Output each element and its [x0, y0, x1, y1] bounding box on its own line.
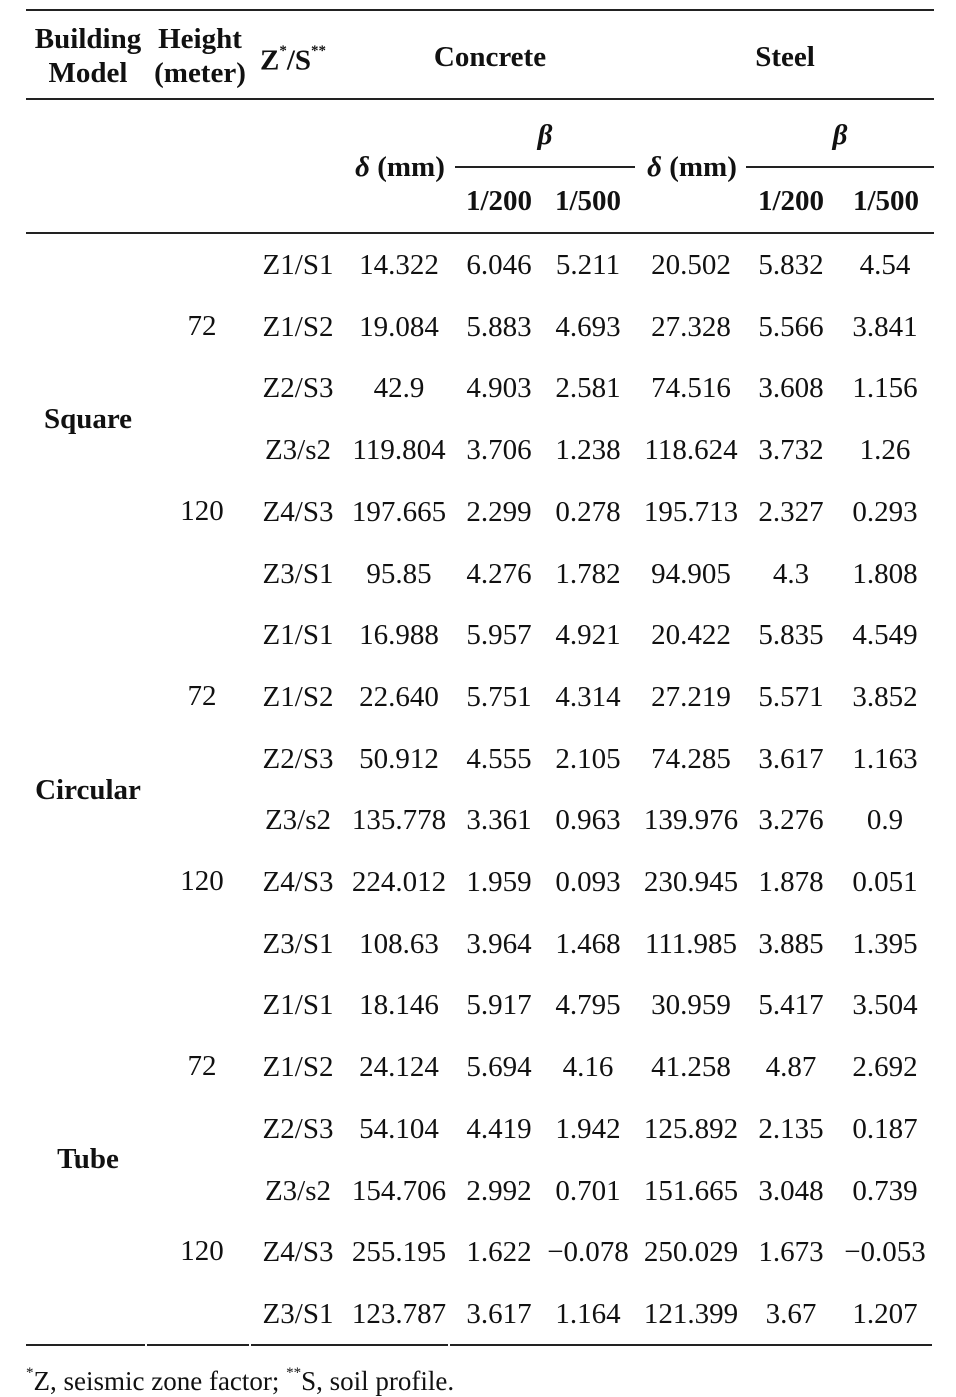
concrete-delta-cell: 14.322 [359, 249, 439, 281]
steel-delta-cell: 27.219 [651, 681, 731, 713]
concrete-delta-cell: 119.804 [352, 434, 446, 466]
concrete-beta-200-cell: 3.706 [466, 434, 532, 466]
zone-soil-cell: Z1/S2 [262, 311, 334, 343]
steel-beta-500-cell: 0.739 [852, 1175, 918, 1207]
height-label: 72 [187, 1050, 217, 1082]
zone-soil-cell: Z1/S1 [262, 989, 334, 1021]
concrete-delta-cell: 197.665 [351, 496, 447, 528]
header-height [150, 22, 250, 90]
concrete-beta-500-cell: −0.078 [547, 1236, 629, 1268]
concrete-beta-500-cell: 1.942 [555, 1113, 621, 1145]
steel-beta-200-cell: 4.87 [765, 1051, 817, 1083]
table-row [0, 618, 956, 652]
concrete-delta-cell: 50.912 [359, 743, 439, 775]
steel-delta-cell: 121.399 [643, 1298, 739, 1330]
steel-beta-500-cell: 0.187 [852, 1113, 918, 1145]
steel-beta-500-cell: 4.549 [852, 619, 918, 651]
concrete-delta-cell: 54.104 [359, 1113, 439, 1145]
zone-soil-cell: Z1/S1 [262, 249, 334, 281]
header-steel-beta: β [832, 119, 848, 151]
concrete-delta-cell: 19.084 [359, 311, 439, 343]
header-steel-1-200: 1/200 [757, 185, 825, 217]
table-row [0, 742, 956, 776]
steel-beta-200-cell: 4.3 [772, 558, 810, 590]
steel-beta-200-cell: 2.327 [758, 496, 824, 528]
concrete-beta-200-cell: 6.046 [466, 249, 532, 281]
table-row [0, 1112, 956, 1146]
steel-beta-200-cell: 5.571 [758, 681, 824, 713]
concrete-delta-cell: 255.195 [351, 1236, 447, 1268]
steel-delta-cell: 139.976 [643, 804, 739, 836]
concrete-delta-cell: 135.778 [351, 804, 447, 836]
steel-delta-cell: 195.713 [643, 496, 739, 528]
zone-soil-cell: Z1/S1 [262, 619, 334, 651]
zone-soil-cell: Z3/S1 [262, 1298, 334, 1330]
concrete-beta-500-cell: 0.278 [555, 496, 621, 528]
steel-beta-500-cell: 1.207 [852, 1298, 918, 1330]
concrete-beta-200-cell: 4.555 [466, 743, 532, 775]
steel-beta-rule [746, 166, 934, 168]
steel-beta-200-cell: 5.835 [758, 619, 824, 651]
zone-soil-cell: Z3/s2 [264, 1175, 332, 1207]
height-label: 120 [180, 865, 224, 897]
concrete-beta-200-cell: 1.622 [466, 1236, 532, 1268]
zone-soil-cell: Z3/s2 [264, 434, 332, 466]
group-label-square: Square [43, 403, 133, 435]
zone-soil-cell: Z3/S1 [262, 558, 334, 590]
header-building-line2: Model [48, 57, 128, 89]
table-row [0, 1297, 956, 1331]
steel-beta-200-cell: 3.617 [758, 743, 824, 775]
concrete-beta-500-cell: 4.314 [555, 681, 621, 713]
concrete-beta-500-cell: 2.105 [555, 743, 621, 775]
concrete-delta-cell: 108.63 [359, 928, 439, 960]
header-concrete-1-500: 1/500 [554, 185, 622, 217]
steel-beta-500-cell: 1.26 [859, 434, 911, 466]
header-building-model [30, 22, 146, 90]
concrete-delta-cell: 42.9 [373, 372, 425, 404]
zone-soil-cell: Z1/S2 [262, 681, 334, 713]
table-row [0, 1174, 956, 1208]
steel-beta-200-cell: 3.732 [758, 434, 824, 466]
steel-delta-cell: 230.945 [643, 866, 739, 898]
concrete-beta-200-cell: 1.959 [466, 866, 532, 898]
concrete-beta-200-cell: 3.361 [466, 804, 532, 836]
concrete-beta-200-cell: 5.917 [466, 989, 532, 1021]
steel-delta-cell: 151.665 [643, 1175, 739, 1207]
table-row [0, 927, 956, 961]
concrete-beta-200-cell: 4.419 [466, 1113, 532, 1145]
table-row [0, 557, 956, 591]
concrete-delta-cell: 154.706 [351, 1175, 447, 1207]
footnote-marker: * [279, 43, 287, 59]
steel-beta-500-cell: 4.54 [859, 249, 911, 281]
concrete-beta-500-cell: 4.16 [562, 1051, 614, 1083]
steel-delta-cell: 20.422 [651, 619, 731, 651]
header-concrete-1-200: 1/200 [465, 185, 533, 217]
zone-soil-cell: Z3/S1 [262, 928, 334, 960]
table-row [0, 310, 956, 344]
steel-beta-500-cell: 1.156 [852, 372, 918, 404]
concrete-beta-500-cell: 5.211 [555, 249, 621, 281]
steel-delta-cell: 94.905 [651, 558, 731, 590]
steel-beta-500-cell: 3.841 [852, 311, 918, 343]
concrete-beta-500-cell: 4.921 [555, 619, 621, 651]
concrete-delta-cell: 22.640 [359, 681, 439, 713]
concrete-beta-500-cell: 1.238 [555, 434, 621, 466]
steel-beta-500-cell: 1.808 [852, 558, 918, 590]
zone-soil-cell: Z2/S3 [262, 1113, 334, 1145]
zone-soil-cell: Z2/S3 [262, 743, 334, 775]
header-concrete: Concrete [433, 41, 547, 73]
steel-beta-500-cell: 0.293 [852, 496, 918, 528]
zone-soil-cell: Z4/S3 [262, 496, 334, 528]
header-concrete-beta: β [537, 119, 553, 151]
steel-beta-500-cell: 1.163 [852, 743, 918, 775]
table-row [0, 865, 956, 899]
steel-beta-500-cell: 2.692 [852, 1051, 918, 1083]
height-label: 120 [180, 495, 224, 527]
table-row [0, 803, 956, 837]
header-steel-delta: δ (mm) [647, 151, 737, 183]
steel-delta-cell: 30.959 [651, 989, 731, 1021]
steel-beta-500-cell: −0.053 [844, 1236, 926, 1268]
steel-delta-cell: 20.502 [651, 249, 731, 281]
concrete-beta-500-cell: 4.795 [555, 989, 621, 1021]
header-steel-1-500: 1/500 [852, 185, 920, 217]
concrete-beta-200-cell: 5.957 [466, 619, 532, 651]
header-height-line1: Height [158, 23, 242, 55]
table-row [0, 495, 956, 529]
height-label: 72 [187, 680, 217, 712]
zone-soil-cell: Z3/s2 [264, 804, 332, 836]
steel-beta-500-cell: 3.504 [852, 989, 918, 1021]
table-row [0, 1050, 956, 1084]
table-row [0, 371, 956, 405]
steel-delta-cell: 27.328 [651, 311, 731, 343]
zone-soil-cell: Z2/S3 [262, 372, 334, 404]
zone-soil-cell: Z1/S2 [262, 1051, 334, 1083]
concrete-beta-500-cell: 1.468 [555, 928, 621, 960]
steel-delta-cell: 74.516 [651, 372, 731, 404]
concrete-delta-cell: 95.85 [366, 558, 432, 590]
concrete-beta-500-cell: 0.093 [555, 866, 621, 898]
steel-beta-200-cell: 5.832 [758, 249, 824, 281]
concrete-beta-500-cell: 4.693 [555, 311, 621, 343]
concrete-beta-500-cell: 0.963 [555, 804, 621, 836]
header-rule-1 [26, 98, 934, 100]
concrete-beta-200-cell: 2.992 [466, 1175, 532, 1207]
concrete-beta-500-cell: 1.164 [555, 1298, 621, 1330]
steel-beta-200-cell: 3.608 [758, 372, 824, 404]
zone-soil-cell: Z4/S3 [262, 1236, 334, 1268]
steel-beta-200-cell: 3.048 [758, 1175, 824, 1207]
group-label-circular: Circular [35, 774, 141, 806]
header-rule-2 [26, 232, 934, 234]
concrete-beta-rule [455, 166, 635, 168]
header-height-line2: (meter) [154, 57, 246, 89]
steel-delta-cell: 74.285 [651, 743, 731, 775]
header-building-line1: Building [34, 23, 142, 55]
steel-beta-200-cell: 2.135 [758, 1113, 824, 1145]
footnote-marker: ** [311, 43, 327, 59]
concrete-beta-200-cell: 3.617 [466, 1298, 532, 1330]
concrete-beta-500-cell: 2.581 [555, 372, 621, 404]
header-concrete-delta: δ (mm) [355, 151, 445, 183]
concrete-beta-200-cell: 5.883 [466, 311, 532, 343]
table-row [0, 680, 956, 714]
table-footnote: *Z, seismic zone factor; **S, soil profile. [26, 1365, 455, 1396]
table-row [0, 988, 956, 1022]
group-label-tube: Tube [57, 1143, 119, 1175]
table-top-rule [26, 9, 934, 11]
table-row [0, 433, 956, 467]
steel-delta-cell: 118.624 [644, 434, 738, 466]
concrete-delta-cell: 224.012 [351, 866, 447, 898]
steel-beta-200-cell: 5.566 [758, 311, 824, 343]
steel-beta-500-cell: 3.852 [852, 681, 918, 713]
steel-delta-cell: 125.892 [643, 1113, 739, 1145]
steel-beta-500-cell: 0.9 [866, 804, 904, 836]
concrete-beta-200-cell: 3.964 [466, 928, 532, 960]
header-steel: Steel [755, 41, 815, 73]
steel-beta-500-cell: 0.051 [852, 866, 918, 898]
height-label: 72 [187, 310, 217, 342]
steel-beta-200-cell: 3.67 [765, 1298, 817, 1330]
concrete-beta-200-cell: 4.276 [466, 558, 532, 590]
zone-soil-cell: Z4/S3 [262, 866, 334, 898]
header-zone-soil: Z*/S** [260, 43, 327, 77]
steel-delta-cell: 41.258 [651, 1051, 731, 1083]
steel-beta-200-cell: 1.673 [758, 1236, 824, 1268]
steel-beta-200-cell: 1.878 [758, 866, 824, 898]
concrete-delta-cell: 123.787 [351, 1298, 447, 1330]
steel-beta-200-cell: 3.276 [758, 804, 824, 836]
height-label: 120 [180, 1235, 224, 1267]
table-row [0, 248, 956, 282]
concrete-delta-cell: 16.988 [359, 619, 439, 651]
concrete-beta-500-cell: 0.701 [555, 1175, 621, 1207]
concrete-delta-cell: 18.146 [359, 989, 439, 1021]
concrete-delta-cell: 24.124 [359, 1051, 439, 1083]
concrete-beta-200-cell: 2.299 [466, 496, 532, 528]
concrete-beta-200-cell: 5.751 [466, 681, 532, 713]
steel-beta-500-cell: 1.395 [852, 928, 918, 960]
steel-delta-cell: 111.985 [644, 928, 738, 960]
steel-delta-cell: 250.029 [643, 1236, 739, 1268]
concrete-beta-500-cell: 1.782 [555, 558, 621, 590]
steel-beta-200-cell: 3.885 [758, 928, 824, 960]
steel-beta-200-cell: 5.417 [758, 989, 824, 1021]
table-row [0, 1235, 956, 1269]
concrete-beta-200-cell: 5.694 [466, 1051, 532, 1083]
concrete-beta-200-cell: 4.903 [466, 372, 532, 404]
